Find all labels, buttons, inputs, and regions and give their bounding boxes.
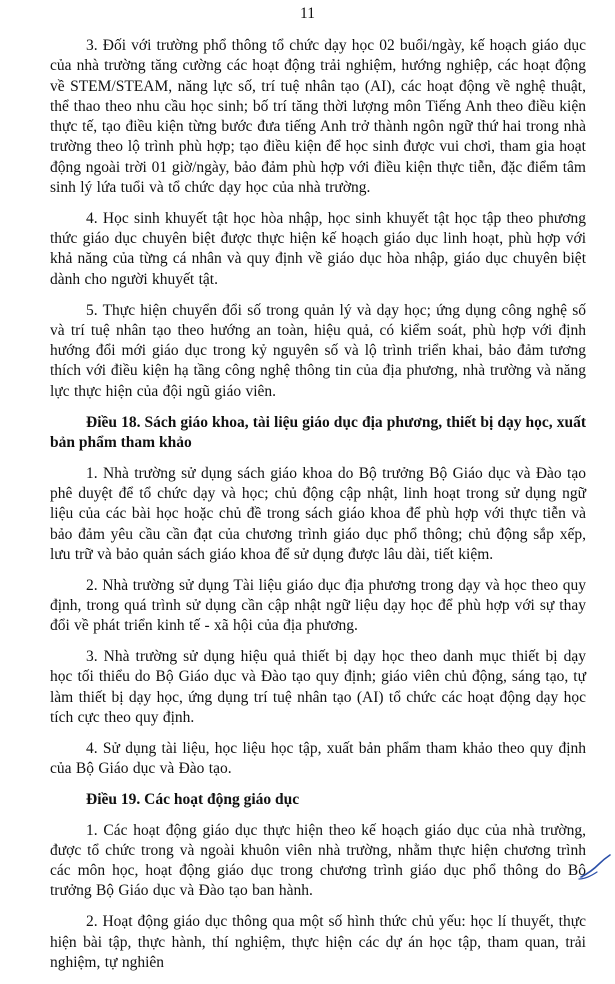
- paragraph-article18-item1: 1. Nhà trường sử dụng sách giáo khoa do Bộ trưởng Bộ Giáo dục và Đào tạo phê duyệt để tổ chức dạy và học; chủ động cập nhật, linh hoạt trong sử dụng ngữ liệu của các bài học hoặc chủ đề trong sách giáo khoa để phù hợp với thực tiễn và bảo đảm yêu cầu cần đạt của chương trình giáo dục phổ thông; chủ động sắp xếp, lưu trữ và bảo quản sách giáo khoa để sử dụng được lâu dài, tiết kiệm.: [50, 464, 586, 563]
- document-body: [50, 36, 586, 984]
- page-number: 11: [300, 5, 315, 22]
- paragraph-article18-item3: 3. Nhà trường sử dụng hiệu quả thiết bị dạy học theo danh mục thiết bị dạy học tối thiểu do Bộ Giáo dục và Đào tạo quy định; giáo viên chủ động, sáng tạo, tự làm thiết bị dạy học, ứng dụng trí tuệ nhân tạo (AI) tổ chức các hoạt động dạy học tích cực theo quy định.: [50, 648, 586, 726]
- article-19-heading: Điều 19. Các hoạt động giáo dục: [86, 790, 300, 808]
- article-18-heading: Điều 18. Sách giáo khoa, tài liệu giáo dục địa phương, thiết bị dạy học, xuất bản phẩm tham khảo: [50, 413, 586, 451]
- paragraph-article17-item3: 3. Đối với trường phổ thông tổ chức dạy học 02 buổi/ngày, kế hoạch giáo dục của nhà trường tăng cường các hoạt động trải nghiệm, hướng nghiệp, các hoạt động về STEM/STEAM, năng lực số, trí tuệ nhân tạo (AI), các hoạt động về nghệ thuật, thể thao theo nhu cầu học sinh; bố trí tăng thời lượng môn Tiếng Anh theo điều kiện thực tế, tạo điều kiện từng bước đưa tiếng Anh trở thành ngôn ngữ thứ hai trong nhà trường theo lộ trình phù hợp; tạo điều kiện để học sinh được vui chơi, tham gia hoạt động ngoài trời 01 giờ/ngày, bảo đảm phù hợp với điều kiện thực tiễn, đặc điểm tâm sinh lý lứa tuổi và tổ chức dạy học của nhà trường.: [50, 37, 586, 197]
- paragraph-article17-item5: 5. Thực hiện chuyển đổi số trong quản lý và dạy học; ứng dụng công nghệ số và trí tuệ nhân tạo theo hướng an toàn, hiệu quả, có kiểm soát, phù hợp với định hướng đổi mới giáo dục trong kỷ nguyên số và lộ trình triển khai, bảo đảm tương thích với điều kiện hạ tầng công nghệ thông tin của địa phương, nhà trường và năng lực thực hiện của đội ngũ giáo viên.: [50, 301, 586, 400]
- paragraph-article19-item2: 2. Hoạt động giáo dục thông qua một số hình thức chủ yếu: học lí thuyết, thực hiện bài tập, thực hành, thí nghiệm, thực hiện các dự án học tập, tham quan, trải nghiệm, tự nghiên: [50, 913, 586, 971]
- paragraph-article18-item4: 4. Sử dụng tài liệu, học liệu học tập, xuất bản phẩm tham khảo theo quy định của Bộ Giáo dục và Đào tạo.: [50, 739, 586, 777]
- signature-mark: [577, 852, 613, 882]
- paragraph-article17-item4: 4. Học sinh khuyết tật học hòa nhập, học sinh khuyết tật học tập theo phương thức giáo dục chuyên biệt được thực hiện kế hoạch giáo dục linh hoạt, phù hợp với khả năng của từng cá nhân và quy định về giáo dục hòa nhập, giáo dục chuyên biệt dành cho người khuyết tật.: [50, 209, 586, 288]
- paragraph-article19-item1: 1. Các hoạt động giáo dục thực hiện theo kế hoạch giáo dục của nhà trường, được tổ chức trong và ngoài khuôn viên nhà trường, nhằm thực hiện chương trình các môn học, hoạt động giáo dục trong chương trình giáo dục phổ thông do Bộ trưởng Bộ Giáo dục và Đào tạo ban hành.: [50, 821, 586, 900]
- paragraph-article18-item2: 2. Nhà trường sử dụng Tài liệu giáo dục địa phương trong dạy và học theo quy định, trong quá trình sử dụng cần cập nhật ngữ liệu dạy học để phù hợp với sự thay đổi về phát triển kinh tế - xã hội của địa phương.: [50, 576, 586, 635]
